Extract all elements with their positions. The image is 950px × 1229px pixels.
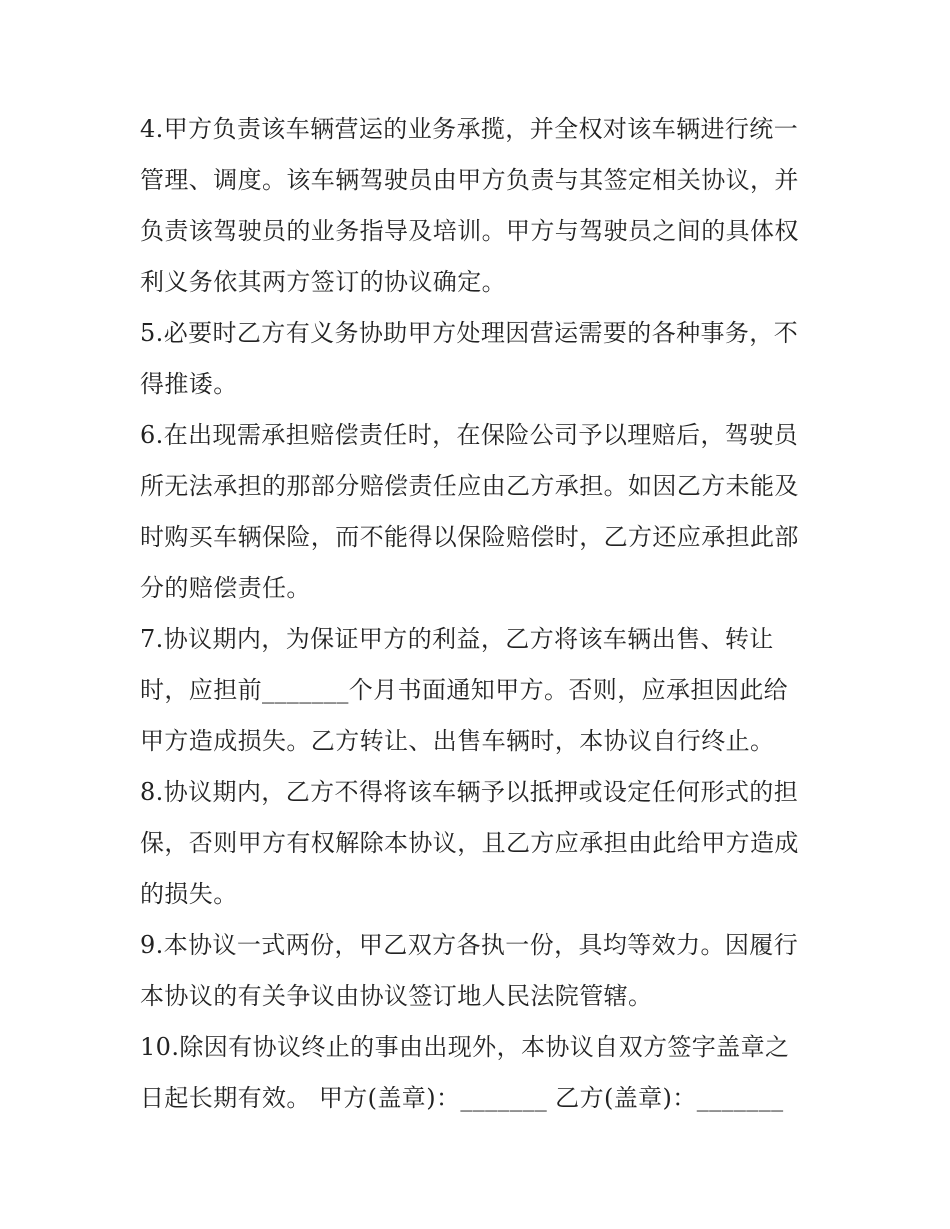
text-line-3: 负责该驾驶员的业务指导及培训。甲方与驾驶员之间的具体权: [140, 217, 799, 245]
text-line-17: 9.本协议一式两份，甲乙双方各执一份，具均等效力。因履行: [140, 931, 799, 959]
text-line-13: 甲方造成损失。乙方转让、出售车辆时，本协议自行终止。: [140, 727, 775, 755]
text-line-9: 时购买车辆保险，而不能得以保险赔偿时，乙方还应承担此部: [140, 523, 799, 551]
text-line-12: 时，应担前_______个月书面通知甲方。否则，应承担因此给: [140, 676, 788, 704]
text-line-20: 日起长期有效。 甲方(盖章)：_______ 乙方(盖章)：_______: [140, 1084, 784, 1112]
text-line-4: 利义务依其两方签订的协议确定。: [140, 268, 506, 296]
text-line-18: 本协议的有关争议由协议签订地人民法院管辖。: [140, 982, 653, 1010]
text-line-6: 得推诿。: [140, 370, 238, 398]
text-line-10: 分的赔偿责任。: [140, 574, 311, 602]
text-line-19: 10.除因有协议终止的事由出现外，本协议自双方签字盖章之: [140, 1033, 790, 1061]
text-line-15: 保，否则甲方有权解除本协议，且乙方应承担由此给甲方造成: [140, 829, 799, 857]
text-line-1: 4.甲方负责该车辆营运的业务承揽，并全权对该车辆进行统一: [140, 115, 799, 143]
text-line-14: 8.协议期内，乙方不得将该车辆予以抵押或设定任何形式的担: [140, 778, 799, 806]
text-line-7: 6.在出现需承担赔偿责任时，在保险公司予以理赔后，驾驶员: [140, 421, 799, 449]
text-line-16: 的损失。: [140, 880, 238, 908]
text-line-8: 所无法承担的那部分赔偿责任应由乙方承担。如因乙方未能及: [140, 472, 799, 500]
text-line-5: 5.必要时乙方有义务协助甲方处理因营运需要的各种事务，不: [140, 319, 799, 347]
text-line-11: 7.协议期内，为保证甲方的利益，乙方将该车辆出售、转让: [140, 625, 774, 653]
document-body: [140, 104, 820, 1124]
text-line-2: 管理、调度。该车辆驾驶员由甲方负责与其签定相关协议，并: [140, 166, 799, 194]
